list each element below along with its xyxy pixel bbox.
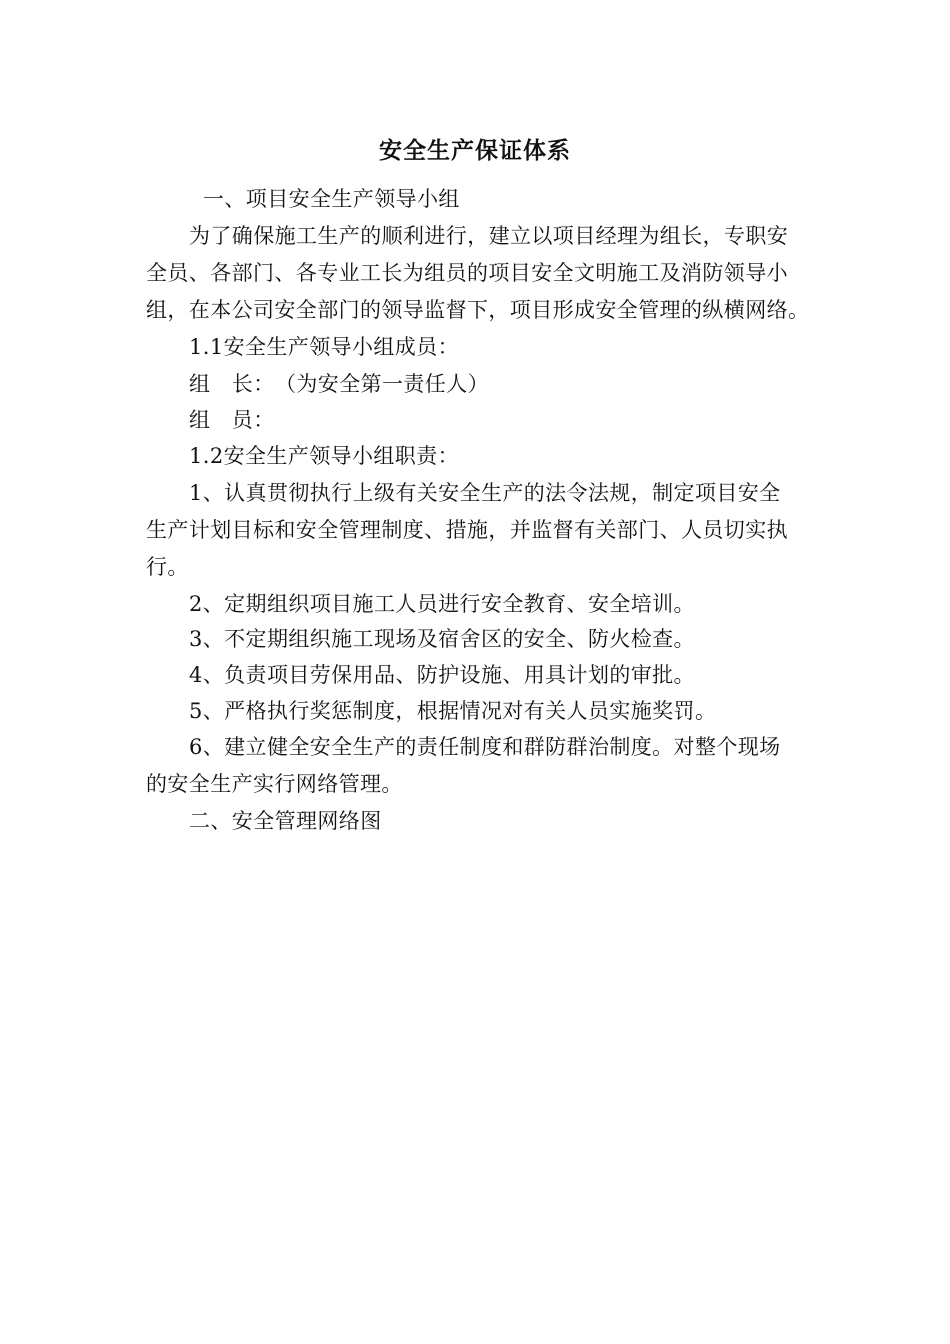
subsection-heading-1-1: 1.1安全生产领导小组成员： <box>189 335 459 359</box>
group-member-line: 组 员： <box>189 408 275 432</box>
duty-item-2: 2、定期组织项目施工人员进行安全教育、安全培训。 <box>189 592 695 616</box>
section-heading-1: 一、项目安全生产领导小组 <box>203 187 460 211</box>
paragraph-line: 全员、各部门、各专业工长为组员的项目安全文明施工及消防领导小 <box>146 261 788 285</box>
paragraph-line: 组，在本公司安全部门的领导监督下，项目形成安全管理的纵横网络。 <box>146 298 810 322</box>
document-title: 安全生产保证体系 <box>379 137 571 164</box>
duty-item-1-cont: 行。 <box>146 555 189 579</box>
section-heading-2: 二、安全管理网络图 <box>189 809 382 833</box>
duty-item-6-cont: 的安全生产实行网络管理。 <box>146 772 403 796</box>
duty-item-1-cont: 生产计划目标和安全管理制度、措施，并监督有关部门、人员切实执 <box>146 518 788 542</box>
duty-item-5: 5、严格执行奖惩制度，根据情况对有关人员实施奖罚。 <box>189 699 717 723</box>
group-leader-line: 组 长： （为安全第一责任人） <box>189 372 489 396</box>
duty-item-1: 1、认真贯彻执行上级有关安全生产的法令法规，制定项目安全 <box>189 481 781 505</box>
subsection-heading-1-2: 1.2安全生产领导小组职责： <box>189 444 459 468</box>
paragraph-line: 为了确保施工生产的顺利进行，建立以项目经理为组长，专职安 <box>189 224 789 248</box>
duty-item-6: 6、建立健全安全生产的责任制度和群防群治制度。对整个现场 <box>189 735 781 759</box>
duty-item-4: 4、负责项目劳保用品、防护设施、用具计划的审批。 <box>189 663 695 687</box>
duty-item-3: 3、不定期组织施工现场及宿舍区的安全、防火检查。 <box>189 627 695 651</box>
